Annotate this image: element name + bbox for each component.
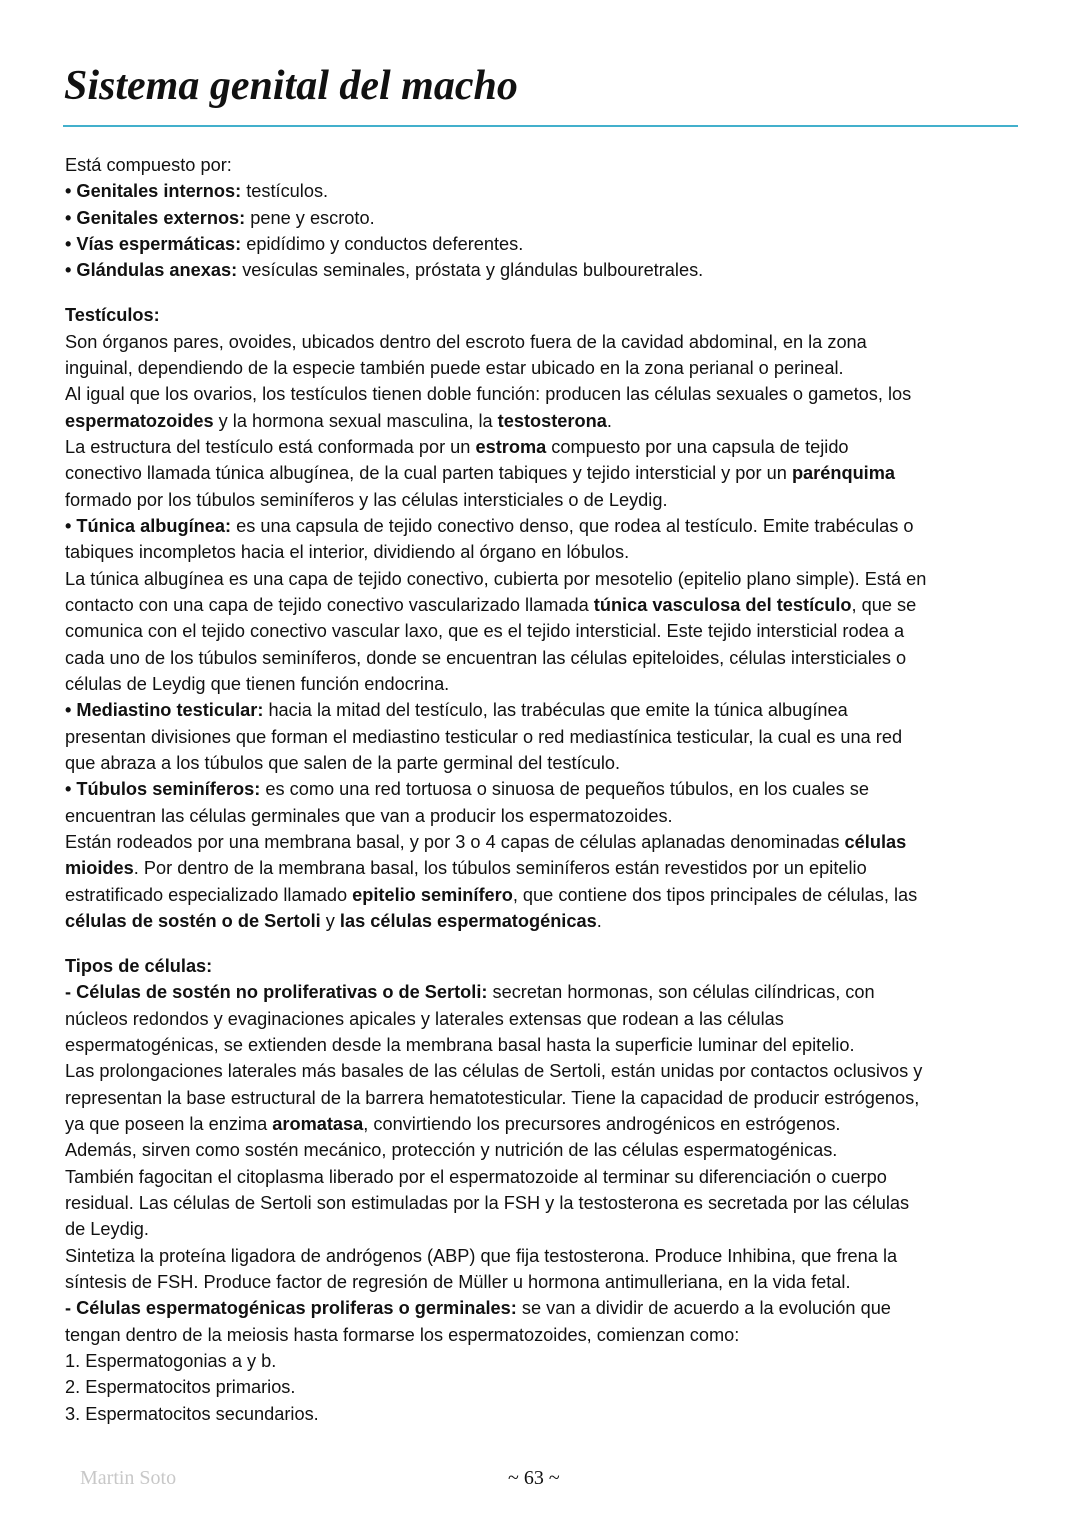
text: es como una red tortuosa o sinuosa de pequeños túbulos, en los cuales se — [260, 779, 870, 800]
text-line — [65, 1085, 1025, 1111]
text-line — [65, 302, 1025, 328]
text-line — [65, 231, 1025, 257]
page-number: ~ 63 ~ — [508, 1467, 560, 1489]
text: comunica con el tejido conectivo vascular laxo, que es el tejido intersticial. Este tejido intersticial rodea a — [65, 621, 905, 642]
text-line — [65, 1216, 1025, 1242]
text: La túnica albugínea es una capa de tejido conectivo, cubierta por mesotelio (epitelio plano simple). Está en — [65, 568, 927, 589]
text: La estructura del testículo está conformada por un — [65, 436, 476, 457]
bold-text: epitelio seminífero — [352, 884, 513, 905]
bold-text: Tipos de células: — [65, 955, 213, 976]
text: secretan hormonas, son células cilíndricas, con — [487, 982, 875, 1003]
text-line — [65, 908, 1025, 934]
text: síntesis de FSH. Produce factor de regresión de Müller u hormona antimulleriana, en la vida fetal. — [65, 1272, 851, 1293]
text-line — [65, 329, 1025, 355]
text-line — [65, 1269, 1025, 1295]
text: tabiques incompletos hacia el interior, dividiendo al órgano en lóbulos. — [65, 542, 630, 563]
text-line — [65, 1058, 1025, 1084]
bold-text: • Túnica albugínea: — [65, 515, 232, 536]
text: y la hormona sexual masculina, la — [213, 410, 498, 431]
bold-text: Testículos: — [65, 305, 160, 326]
text: Está compuesto por: — [65, 155, 232, 175]
page-title: Sistema genital del macho — [64, 63, 518, 109]
text: También fagocitan el citoplasma liberado por el espermatozoide al terminar su diferenciación o cuerpo — [65, 1166, 887, 1187]
text: , que contiene dos tipos principales de células, las — [512, 884, 918, 905]
text-line — [65, 1137, 1025, 1163]
text-line — [65, 829, 1025, 855]
text: . Por dentro de la membrana basal, los túbulos seminíferos están revestidos por un epitelio — [133, 858, 867, 879]
text-line — [65, 408, 1025, 434]
text: Al igual que los ovarios, los testículos tienen doble función: producen las células sexuales o gametos, los — [65, 384, 912, 405]
text: representan la base estructural de la barrera hematotesticular. Tiene la capacidad de producir estrógenos, — [65, 1087, 920, 1108]
text: que abraza a los túbulos que salen de la parte germinal del testículo. — [65, 753, 621, 774]
text: Son órganos pares, ovoides, ubicados dentro del escroto fuera de la cavidad abdominal, en la zona — [65, 331, 867, 352]
text: residual. Las células de Sertoli son estimuladas por la FSH y la testosterona es secretada por las células — [65, 1193, 910, 1214]
text-line — [65, 776, 1025, 802]
text-line — [65, 1374, 1025, 1400]
text: compuesto por una capsula de tejido — [546, 436, 849, 457]
text-line — [65, 539, 1025, 565]
bold-text: células de sostén o de Sertoli — [65, 911, 321, 932]
bold-text: • Genitales internos: — [65, 181, 242, 202]
text-line — [65, 1243, 1025, 1269]
text: Están rodeados por una membrana basal, y por 3 o 4 capas de células aplanadas denominadas — [65, 832, 845, 853]
text-line — [65, 1348, 1025, 1374]
bold-text: • Genitales externos: — [65, 207, 246, 228]
text: se van a dividir de acuerdo a la evolución que — [516, 1298, 891, 1319]
text: formado por los túbulos seminíferos y las células intersticiales o de Leydig. — [65, 489, 668, 510]
bold-text: mioides — [65, 858, 134, 879]
text: conectivo llamada túnica albugínea, de la cual parten tabiques y tejido intersticial y por un — [65, 463, 792, 484]
bold-text: • Mediastino testicular: — [65, 700, 264, 721]
text-line — [65, 671, 1025, 697]
bold-text: túnica vasculosa del testículo — [593, 595, 852, 615]
bold-text: aromatasa — [272, 1114, 364, 1135]
bold-text: - Células espermatogénicas proliferas o germinales: — [65, 1298, 517, 1319]
text: Sintetiza la proteína ligadora de andrógenos (ABP) que fija testosterona. Produce Inhibina, que frena la — [65, 1245, 898, 1266]
text: 3. Espermatocitos secundarios. — [65, 1403, 319, 1424]
text-line — [65, 434, 1025, 460]
text: tengan dentro de la meiosis hasta formarse los espermatozoides, comienzan como: — [65, 1324, 740, 1345]
text-line — [65, 953, 1025, 979]
document-body — [65, 152, 1025, 1446]
text-line — [65, 381, 1025, 407]
text-line — [65, 487, 1025, 513]
footer-author: Martin Soto — [80, 1467, 177, 1489]
text: epidídimo y conductos deferentes. — [241, 234, 524, 255]
text: , que se — [851, 595, 917, 615]
text: células de Leydig que tienen función endocrina. — [65, 674, 450, 695]
section — [65, 302, 1025, 934]
text: vesículas seminales, próstata y glándulas bulbouretrales. — [237, 260, 704, 281]
bold-text: células — [844, 832, 907, 853]
text-line — [65, 178, 1025, 204]
text-line — [65, 855, 1025, 881]
text: hacia la mitad del testículo, las trabéculas que emite la túnica albugínea — [263, 700, 848, 721]
section — [65, 152, 1025, 284]
title-divider — [63, 125, 1018, 127]
bold-text: parénquima — [791, 463, 896, 484]
text: encuentran las células germinales que van a producir los espermatozoides. — [65, 805, 673, 826]
text-line — [65, 1190, 1025, 1216]
text-line — [65, 205, 1025, 231]
text-line — [65, 618, 1025, 644]
text: testículos. — [241, 181, 329, 202]
bold-text: • Vías espermáticas: — [65, 234, 242, 255]
text-line — [65, 355, 1025, 381]
text: núcleos redondos y evaginaciones apicales y laterales extensas que rodean a las células — [65, 1008, 784, 1029]
text-line — [65, 152, 1025, 178]
section — [65, 953, 1025, 1427]
text-line — [65, 724, 1025, 750]
text-line — [65, 460, 1025, 486]
bold-text: • Glándulas anexas: — [65, 260, 238, 281]
text-line — [65, 697, 1025, 723]
text-line — [65, 566, 1025, 592]
text: . — [606, 410, 612, 431]
text: Además, sirven como sostén mecánico, protección y nutrición de las células espermatogénicas. — [65, 1140, 838, 1161]
text: Las prolongaciones laterales más basales de las células de Sertoli, están unidas por contactos oclusivos y — [65, 1061, 923, 1082]
text-line — [65, 1032, 1025, 1058]
text: , convirtiendo los precursores androgénicos en estrógenos. — [363, 1114, 841, 1135]
bold-text: espermatozoides — [65, 410, 214, 431]
text-line — [65, 592, 1025, 618]
text: cada uno de los túbulos seminíferos, donde se encuentran las células epiteloides, células intersticiales o — [65, 647, 907, 668]
text: presentan divisiones que forman el mediastino testicular o red mediastínica testicular, la cual es una red — [65, 726, 903, 747]
text: y — [320, 911, 340, 932]
text: inguinal, dependiendo de la especie también puede estar ubicado en la zona perianal o perineal. — [65, 357, 844, 378]
text-line — [65, 803, 1025, 829]
text: espermatogénicas, se extienden desde la membrana basal hasta la superficie luminar del epitelio. — [65, 1035, 855, 1055]
bold-text: - Células de sostén no proliferativas o de Sertoli: — [65, 982, 488, 1003]
text: contacto con una capa de tejido conectivo vascularizado llamada — [65, 595, 594, 615]
bold-text: testosterona — [497, 410, 607, 431]
text-line — [65, 979, 1025, 1005]
text-line — [65, 1295, 1025, 1321]
text-line — [65, 1322, 1025, 1348]
text-line — [65, 1006, 1025, 1032]
text-line — [65, 645, 1025, 671]
text: pene y escroto. — [245, 207, 375, 228]
text-line — [65, 750, 1025, 776]
text: . — [596, 911, 602, 932]
text-line — [65, 257, 1025, 283]
text-line — [65, 513, 1025, 539]
text: estratificado especializado llamado — [65, 884, 353, 905]
text: 1. Espermatogonias a y b. — [65, 1351, 277, 1372]
bold-text: estroma — [475, 436, 547, 457]
text-line — [65, 1111, 1025, 1137]
text-line — [65, 1401, 1025, 1427]
text: ya que poseen la enzima — [65, 1114, 273, 1135]
text: 2. Espermatocitos primarios. — [65, 1377, 296, 1398]
text-line — [65, 1164, 1025, 1190]
text: es una capsula de tejido conectivo denso, que rodea al testículo. Emite trabéculas o — [231, 515, 914, 536]
bold-text: las células espermatogénicas — [339, 911, 597, 932]
text: de Leydig. — [65, 1219, 149, 1240]
bold-text: • Túbulos seminíferos: — [65, 779, 261, 800]
text-line — [65, 882, 1025, 908]
